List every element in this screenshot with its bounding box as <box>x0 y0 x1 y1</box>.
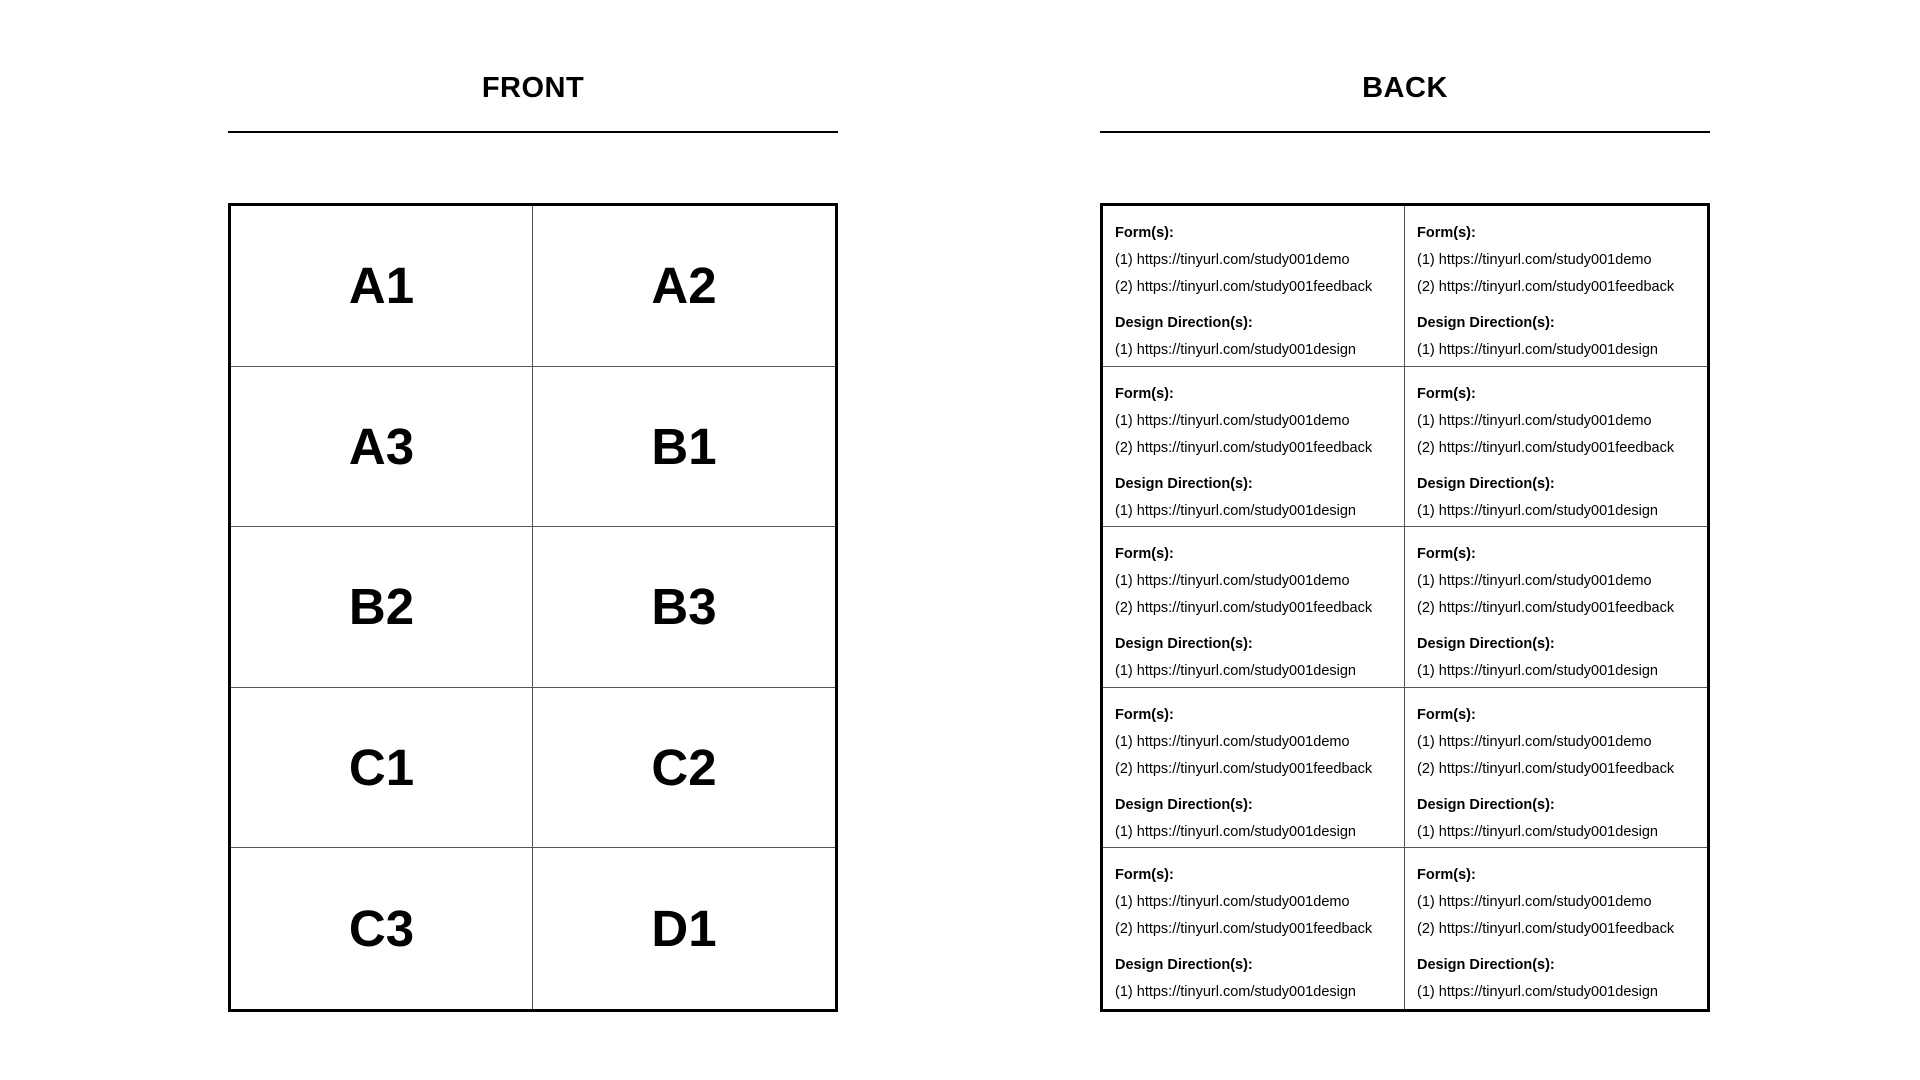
form-link-feedback: (2) https://tinyurl.com/study001feedback <box>1115 921 1373 938</box>
design-link: (1) https://tinyurl.com/study001design <box>1115 342 1356 358</box>
forms-label: Form(s): <box>1115 225 1174 241</box>
back-card <box>1103 848 1405 1009</box>
back-card <box>1103 367 1405 528</box>
form-link-demo: (1) https://tinyurl.com/study001demo <box>1417 894 1652 911</box>
spacer <box>1417 462 1707 471</box>
form-link-demo: (1) https://tinyurl.com/study001demo <box>1115 894 1350 911</box>
front-card: C2 <box>533 688 835 849</box>
spacer <box>1115 301 1404 310</box>
design-link: (1) https://tinyurl.com/study001design <box>1417 984 1658 1001</box>
form-link-demo: (1) https://tinyurl.com/study001demo <box>1417 412 1652 429</box>
front-card: B3 <box>533 527 835 688</box>
form-link-feedback: (2) https://tinyurl.com/study001feedback <box>1417 921 1675 938</box>
forms-label: Form(s): <box>1115 706 1174 723</box>
design-direction-label: Design Direction(s): <box>1115 636 1253 653</box>
forms-label: Form(s): <box>1417 867 1476 884</box>
forms-label: Form(s): <box>1115 385 1174 402</box>
front-card: A1 <box>231 206 533 367</box>
front-title: FRONT <box>481 72 585 104</box>
back-card <box>1103 527 1405 688</box>
front-card: A2 <box>533 206 835 367</box>
front-card-grid <box>228 203 838 1012</box>
front-card: C3 <box>231 848 533 1009</box>
design-link: (1) https://tinyurl.com/study001design <box>1115 502 1356 519</box>
back-card <box>1405 367 1707 528</box>
front-card: A3 <box>231 367 533 528</box>
spacer <box>1115 462 1404 471</box>
front-card: D1 <box>651 900 717 958</box>
design-link: (1) https://tinyurl.com/study001design <box>1417 342 1658 358</box>
spacer <box>1417 783 1707 792</box>
form-link-feedback: (2) https://tinyurl.com/study001feedback <box>1417 600 1675 617</box>
back-card <box>1103 206 1405 367</box>
form-link-feedback: (2) https://tinyurl.com/study001feedback <box>1417 279 1675 295</box>
back-title: BACK <box>1362 72 1448 104</box>
spacer <box>1115 783 1404 792</box>
spacer <box>1417 622 1707 631</box>
forms-label: Form(s): <box>1417 706 1476 723</box>
design-direction-label: Design Direction(s): <box>1115 475 1253 492</box>
design-direction-label: Design Direction(s): <box>1115 957 1253 974</box>
form-link-demo: (1) https://tinyurl.com/study001demo <box>1417 252 1652 268</box>
design-direction-label: Design Direction(s): <box>1417 796 1555 813</box>
spacer <box>1417 943 1707 952</box>
design-direction-label: Design Direction(s): <box>1115 796 1253 813</box>
front-divider <box>228 131 838 133</box>
spacer <box>1115 943 1404 952</box>
back-card <box>1103 688 1405 849</box>
design-link: (1) https://tinyurl.com/study001design <box>1115 823 1356 840</box>
form-link-demo: (1) https://tinyurl.com/study001demo <box>1115 412 1350 429</box>
design-direction-label: Design Direction(s): <box>1115 315 1253 331</box>
design-direction-label: Design Direction(s): <box>1417 475 1555 492</box>
forms-label: Form(s): <box>1115 546 1174 563</box>
form-link-demo: (1) https://tinyurl.com/study001demo <box>1417 733 1652 750</box>
form-link-feedback: (2) https://tinyurl.com/study001feedback <box>1115 439 1373 456</box>
spacer <box>1417 301 1707 310</box>
back-card <box>1405 848 1707 1009</box>
design-link: (1) https://tinyurl.com/study001design <box>1417 502 1658 519</box>
form-link-feedback: (2) https://tinyurl.com/study001feedback <box>1115 760 1373 777</box>
front-card: C1 <box>231 688 533 849</box>
design-link: (1) https://tinyurl.com/study001design <box>1115 984 1356 1001</box>
front-card: B2 <box>231 527 533 688</box>
back-card <box>1405 206 1707 367</box>
design-direction-label: Design Direction(s): <box>1417 315 1555 331</box>
design-link: (1) https://tinyurl.com/study001design <box>1417 823 1658 840</box>
forms-label: Form(s): <box>1115 867 1174 884</box>
back-card-grid <box>1100 203 1710 1012</box>
forms-label: Form(s): <box>1417 385 1476 402</box>
forms-label: Form(s): <box>1417 546 1476 563</box>
front-card: B1 <box>533 367 835 528</box>
design-link: (1) https://tinyurl.com/study001design <box>1115 663 1356 680</box>
back-divider <box>1100 131 1710 133</box>
spacer <box>1115 622 1404 631</box>
form-link-demo: (1) https://tinyurl.com/study001demo <box>1115 573 1350 590</box>
design-direction-label: Design Direction(s): <box>1417 957 1555 974</box>
design-link: (1) https://tinyurl.com/study001design <box>1417 663 1658 680</box>
form-link-feedback: (2) https://tinyurl.com/study001feedback <box>1115 279 1373 295</box>
forms-label: Form(s): <box>1417 225 1476 241</box>
design-direction-label: Design Direction(s): <box>1417 636 1555 653</box>
form-link-demo: (1) https://tinyurl.com/study001demo <box>1417 573 1652 590</box>
form-link-feedback: (2) https://tinyurl.com/study001feedback <box>1417 760 1675 777</box>
form-link-demo: (1) https://tinyurl.com/study001demo <box>1115 252 1350 268</box>
back-card <box>1405 688 1707 849</box>
form-link-feedback: (2) https://tinyurl.com/study001feedback <box>1417 439 1675 456</box>
form-link-feedback: (2) https://tinyurl.com/study001feedback <box>1115 600 1373 617</box>
form-link-demo: (1) https://tinyurl.com/study001demo <box>1115 733 1350 750</box>
back-card <box>1405 527 1707 688</box>
